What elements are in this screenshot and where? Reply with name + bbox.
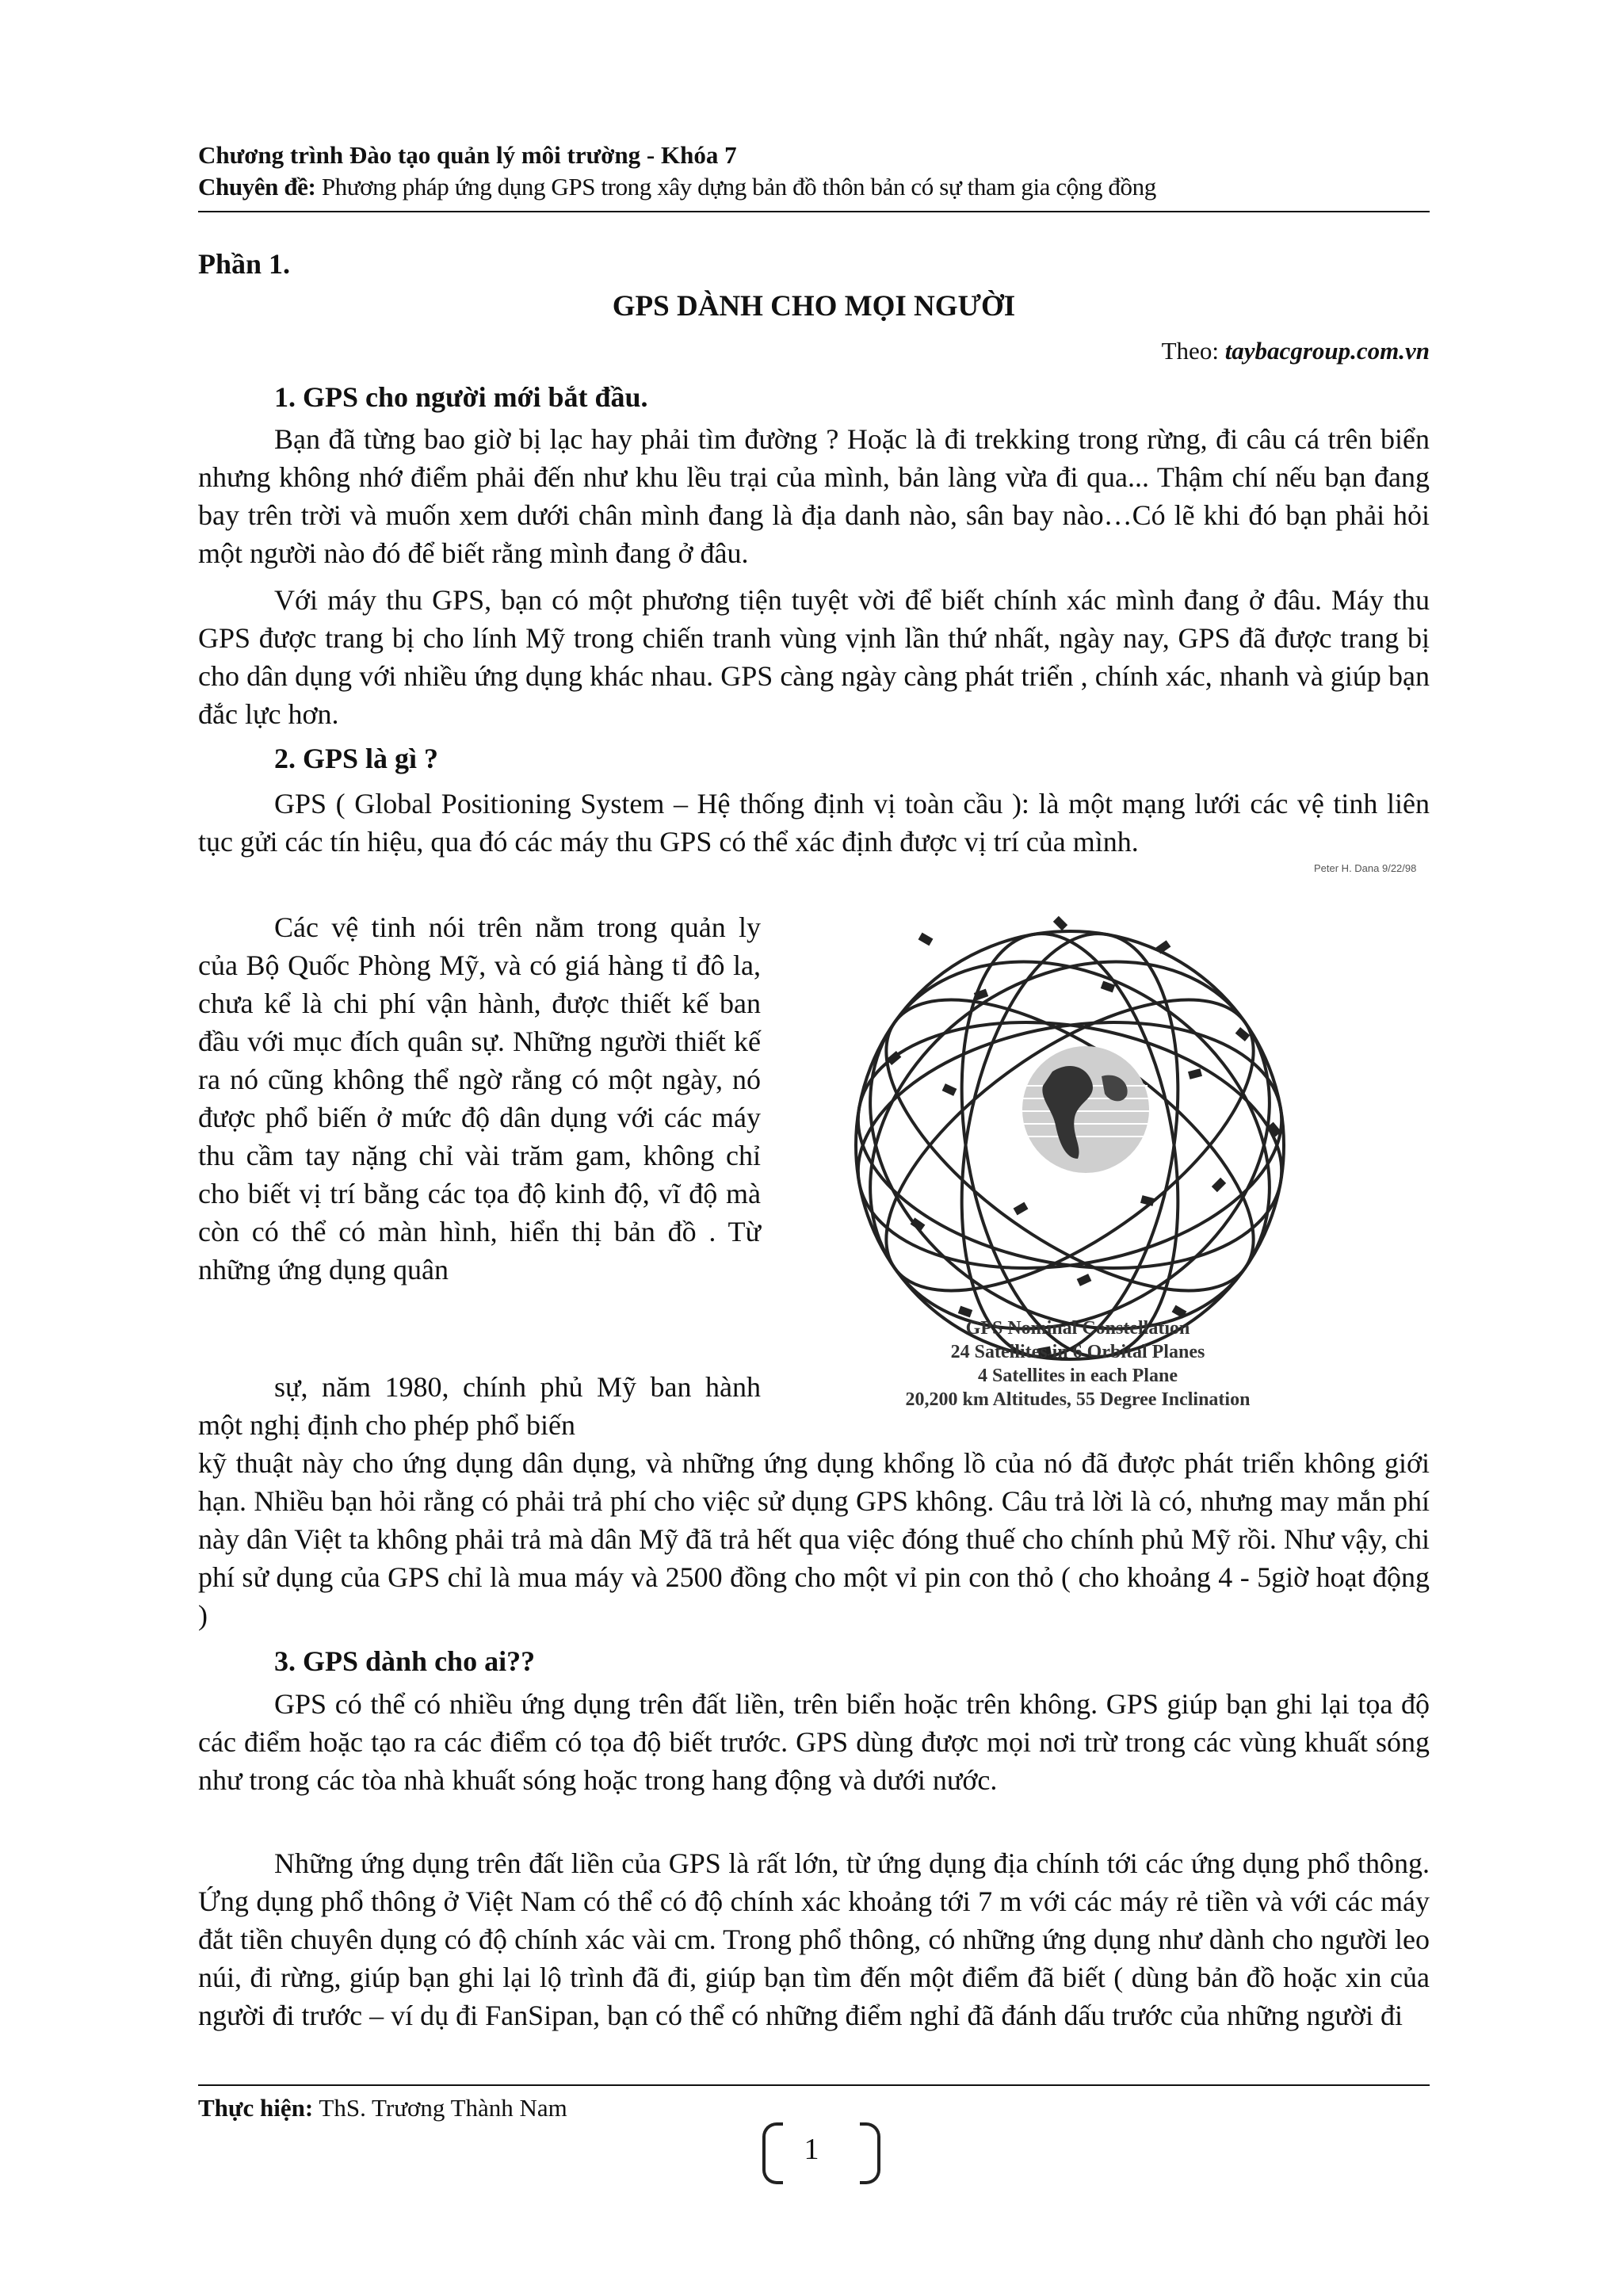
part-label: Phần 1. xyxy=(198,248,291,280)
document-title: GPS DÀNH CHO MỌI NGƯỜI xyxy=(612,290,1016,323)
footer-label: Thực hiện: xyxy=(198,2094,314,2122)
section-3-paragraph-1: GPS có thể có nhiều ứng dụng trên đất liền, trên biển hoặc trên không. GPS giúp bạn ghi lại tọa độ các điểm hoặc tạo ra các điểm có tọa độ biết trước. GPS dùng được mọi nơi trừ trong các vùng khuất sóng như trong các tòa nhà khuất sóng hoặc trong hang động và dưới nước. xyxy=(198,1688,1430,1796)
header-topic-text: Phương pháp ứng dụng GPS trong xây dựng bản đồ thôn bản có sự tham gia cộng đồng xyxy=(321,173,1156,201)
figure-credit: Peter H. Dana 9/22/98 xyxy=(1314,862,1417,874)
source-site: taybacgroup.com.vn xyxy=(1224,337,1430,365)
page-number-bracket-right xyxy=(860,2122,880,2184)
section-2-heading: 2. GPS là gì ? xyxy=(274,743,439,774)
section-2-paragraph-3b: kỹ thuật này cho ứng dụng dân dụng, và những ứng dụng khổng lồ của nó đã được phát triển không giới hạn. Nhiều bạn hỏi rằng có phải trả phí cho việc sử dụng GPS không. Câu trả lời là có, nhưng may mắn phí này dân Việt ta không phải trả mà dân Mỹ đã trả hết qua việc đóng thuế cho chính phủ Mỹ rồi. Như vậy, chi phí sử dụng của GPS chỉ là mua máy và 2500 đồng cho một vỉ pin con thỏ ( cho khoảng 4 - 5giờ hoạt động ) xyxy=(198,1447,1430,1631)
figure-caption-line-1: GPS Nominal Constellation xyxy=(965,1318,1190,1339)
section-1-paragraph-1: Bạn đã từng bao giờ bị lạc hay phải tìm đường ? Hoặc là đi trekking trong rừng, đi câu cá trên biển nhưng không nhớ điểm phải đến như khu lều trại của mình, bản làng vừa đi qua... Thậm chí nếu bạn đang bay trên trời và muốn xem dưới chân mình đang là địa danh nào, sân bay nào…Có lẽ khi đó bạn phải hỏi một người nào đó để biết rằng mình đang ở đâu. xyxy=(198,423,1430,569)
footer-author-name: ThS. Trương Thành Nam xyxy=(319,2094,567,2122)
footer-author xyxy=(198,2094,567,2122)
header-topic xyxy=(198,173,1156,201)
source-attribution xyxy=(1162,337,1430,365)
section-1-heading: 1. GPS cho người mới bắt đầu. xyxy=(274,381,648,413)
section-3-heading: 3. GPS dành cho ai?? xyxy=(274,1645,536,1677)
footer-rule xyxy=(198,2084,1430,2086)
section-2-paragraph-3a: sự, năm 1980, chính phủ Mỹ ban hành một nghị định cho phép phổ biến xyxy=(198,1371,761,1441)
section-1-paragraph-2: Với máy thu GPS, bạn có một phương tiện tuyệt vời để biết chính xác mình đang ở đâu. Máy thu GPS được trang bị cho lính Mỹ trong chiến tranh vùng vịnh lần thứ nhất, ngày nay, GPS đã được trang bị cho dân dụng với nhiều ứng dụng khác nhau. GPS càng ngày càng phát triển , chính xác, nhanh và giúp bạn đắc lực hơn. xyxy=(198,584,1430,730)
earth-globe xyxy=(1022,1046,1149,1173)
figure-caption-line-4: 20,200 km Altitudes, 55 Degree Inclination xyxy=(905,1389,1251,1410)
header-program: Chương trình Đào tạo quản lý môi trường - Khóa 7 xyxy=(198,141,737,169)
page-number: 1 xyxy=(804,2133,819,2166)
section-2-paragraph-1: GPS ( Global Positioning System – Hệ thống định vị toàn cầu ): là một mạng lưới các vệ tinh liên tục gửi các tín hiệu, qua đó các máy thu GPS có thể xác định được vị trí của mình. xyxy=(198,788,1430,858)
header-rule xyxy=(198,211,1430,212)
source-label: Theo: xyxy=(1161,337,1219,365)
figure-caption-line-2: 24 Satellites in 6 Orbital Planes xyxy=(950,1342,1205,1362)
section-2-paragraph-2: Các vệ tinh nói trên nằm trong quản ly của Bộ Quốc Phòng Mỹ, và có giá hàng tỉ đô la, chưa kể là chi phí vận hành, được thiết kế ban đầu với mục đích quân sự. Những người thiết kế ra nó cũng không thể ngờ rằng có một ngày, nó được phổ biến ở mức độ dân dụng với các máy thu cầm tay nặng chỉ vài trăm gam, không chỉ cho biết vị trí bằng các tọa độ kinh độ, vĩ độ mà còn có thể có màn hình, hiển thị bản đồ . Từ những ứng dụng quân xyxy=(198,911,761,1286)
figure-caption-line-3: 4 Satellites in each Plane xyxy=(978,1366,1178,1386)
header-topic-label: Chuyên đề: xyxy=(198,173,316,201)
section-3-paragraph-2: Những ứng dụng trên đất liền của GPS là rất lớn, từ ứng dụng địa chính tới các ứng dụng phổ thông. Ứng dụng phổ thông ở Việt Nam có thể có độ chính xác khoảng tới 7 m với các máy rẻ tiền và với các máy đắt tiền chuyên dụng có độ chính xác vài cm. Trong phổ thông, có những ứng dụng như dành cho người leo núi, đi rừng, giúp bạn ghi lại lộ trình đã đi, giúp bạn tìm đến một điểm đã biết ( dùng bản đồ hoặc xin của người đi trước – ví dụ đi FanSipan, bạn có thể có những điểm nghỉ đã đánh dấu trước của những người đi xyxy=(198,1847,1430,2031)
